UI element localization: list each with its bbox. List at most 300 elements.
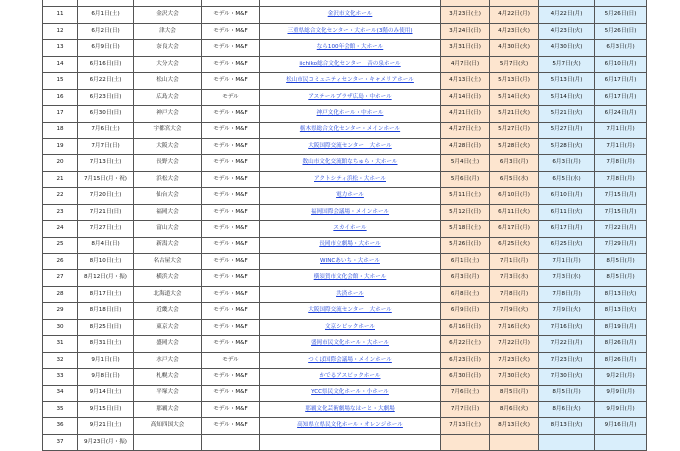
event-date-cell: 9月1日(日): [78, 352, 134, 368]
table-row: [43, 254, 647, 270]
deadline-3-cell: 7月30日(火): [539, 369, 595, 385]
deadline-4-cell: 9月9日(月): [595, 385, 647, 401]
deadline-1-cell: 3月24日(日): [441, 23, 490, 39]
table-row: [43, 171, 647, 187]
deadline-2-cell: 7月8日(月): [490, 286, 539, 302]
hall-name-cell: [260, 221, 441, 237]
table-row: [43, 0, 647, 7]
deadline-1-cell: 4月27日(土): [441, 122, 490, 138]
event-venue-cell: 名古屋大会: [134, 254, 202, 270]
table-row: [43, 237, 647, 253]
event-venue-cell: [134, 0, 202, 7]
table-row: [43, 23, 647, 39]
hall-link[interactable]: 文京シビックホール: [324, 323, 375, 330]
deadline-2-cell: 4月23日(火): [490, 23, 539, 39]
hall-name-cell: [260, 171, 441, 187]
deadline-1-cell: 5月26日(日): [441, 237, 490, 253]
table-row: [43, 73, 647, 89]
event-date-cell: 8月25日(日): [78, 319, 134, 335]
hall-name-cell: [260, 73, 441, 89]
row-number-cell: 25: [43, 237, 78, 253]
hall-name-cell: [260, 122, 441, 138]
hall-name-cell: [260, 56, 441, 72]
event-venue-cell: [134, 434, 202, 450]
event-category-cell: モデル・M&F: [202, 270, 260, 286]
hall-link[interactable]: 電力ホール: [336, 192, 364, 199]
hall-link[interactable]: YCC県民文化ホール・小ホール: [311, 389, 389, 396]
hall-link[interactable]: 共済ホール: [336, 290, 364, 297]
deadline-3-cell: 6月11日(火): [539, 204, 595, 220]
deadline-1-cell: 6月1日(土): [441, 254, 490, 270]
event-date-cell: 8月12日(月・振): [78, 270, 134, 286]
deadline-1-cell: 5月11日(土): [441, 188, 490, 204]
event-date-cell: 6月2日(日): [78, 23, 134, 39]
event-venue-cell: 津大会: [134, 23, 202, 39]
deadline-3-cell: 4月23日(火): [539, 23, 595, 39]
deadline-3-cell: 5月13日(月): [539, 73, 595, 89]
event-venue-cell: 奈良大会: [134, 40, 202, 56]
row-number-cell: 34: [43, 385, 78, 401]
event-venue-cell: 神戸大会: [134, 106, 202, 122]
row-number-cell: 21: [43, 171, 78, 187]
deadline-2-cell: 5月13日(月): [490, 73, 539, 89]
row-number-cell: 23: [43, 204, 78, 220]
row-number-cell: 33: [43, 369, 78, 385]
row-number-cell: 24: [43, 221, 78, 237]
event-date-cell: 8月4日(日): [78, 237, 134, 253]
deadline-2-cell: 5月21日(火): [490, 106, 539, 122]
table-row: [43, 221, 647, 237]
table-row: [43, 319, 647, 335]
event-category-cell: モデル・M&F: [202, 401, 260, 417]
hall-link[interactable]: アステールプラザ広島・中ホール: [308, 93, 392, 100]
deadline-4-cell: 7月8日(月): [595, 171, 647, 187]
deadline-2-cell: 4月22日(月): [490, 7, 539, 23]
deadline-2-cell: 5月28日(火): [490, 138, 539, 154]
event-category-cell: [202, 0, 260, 7]
deadline-2-cell: 4月30日(火): [490, 40, 539, 56]
deadline-1-cell: 6月8日(土): [441, 286, 490, 302]
event-category-cell: モデル・M&F: [202, 73, 260, 89]
row-number-cell: 19: [43, 138, 78, 154]
event-venue-cell: 長野大会: [134, 155, 202, 171]
deadline-2-cell: 7月23日(火): [490, 352, 539, 368]
event-category-cell: モデル・M&F: [202, 237, 260, 253]
deadline-1-cell: 6月30日(日): [441, 369, 490, 385]
table-row: [43, 89, 647, 105]
deadline-2-cell: 5月7日(火): [490, 56, 539, 72]
deadline-4-cell: 8月19日(月): [595, 319, 647, 335]
event-category-cell: モデル・M&F: [202, 106, 260, 122]
row-number-cell: 28: [43, 286, 78, 302]
deadline-4-cell: 6月24日(月): [595, 106, 647, 122]
event-date-cell: 7月15日(月・祝): [78, 171, 134, 187]
deadline-3-cell: 8月5日(月): [539, 385, 595, 401]
deadline-2-cell: 8月13日(火): [490, 418, 539, 434]
hall-link[interactable]: 長岡市立劇場・大ホール: [319, 241, 381, 248]
deadline-1-cell: [441, 0, 490, 7]
hall-link[interactable]: アクトシティ浜松・大ホール: [314, 175, 386, 182]
hall-link[interactable]: 横須賀市文化会館・大ホール: [313, 274, 387, 281]
event-date-cell: 6月1日(土): [78, 7, 134, 23]
table-row: [43, 7, 647, 23]
event-category-cell: モデル・M&F: [202, 303, 260, 319]
hall-link[interactable]: 大阪国際交流センター 大ホール: [308, 307, 392, 314]
event-venue-cell: 北海道大会: [134, 286, 202, 302]
event-venue-cell: 福岡大会: [134, 204, 202, 220]
deadline-4-cell: 7月15日(月): [595, 204, 647, 220]
event-category-cell: モデル・M&F: [202, 188, 260, 204]
event-venue-cell: 金沢大会: [134, 7, 202, 23]
hall-link[interactable]: 那覇文化芸術劇場なはーと・大劇場: [305, 405, 395, 412]
deadline-1-cell: 3月31日(日): [441, 40, 490, 56]
hall-link[interactable]: 高知県立県民文化ホール・オレンジホール: [297, 422, 403, 429]
event-category-cell: モデル・M&F: [202, 204, 260, 220]
deadline-4-cell: 7月8日(月): [595, 155, 647, 171]
deadline-4-cell: 5月26日(日): [595, 7, 647, 23]
event-category-cell: モデル・M&F: [202, 56, 260, 72]
event-category-cell: モデル・M&F: [202, 171, 260, 187]
hall-link[interactable]: なら100年会館・大ホール: [316, 44, 384, 51]
event-date-cell: 6月9日(日): [78, 40, 134, 56]
deadline-4-cell: 6月17日(月): [595, 73, 647, 89]
deadline-2-cell: 7月16日(火): [490, 319, 539, 335]
table-row: [43, 270, 647, 286]
event-venue-cell: 平塚大会: [134, 385, 202, 401]
event-date-cell: 9月8日(日): [78, 369, 134, 385]
deadline-4-cell: 8月5日(月): [595, 270, 647, 286]
event-category-cell: モデル・M&F: [202, 319, 260, 335]
event-date-cell: [78, 0, 134, 7]
deadline-1-cell: 5月4日(土): [441, 155, 490, 171]
table-row: [43, 188, 647, 204]
deadline-3-cell: 7月22日(月): [539, 336, 595, 352]
row-number-cell: 20: [43, 155, 78, 171]
event-date-cell: 8月31日(土): [78, 336, 134, 352]
deadline-4-cell: 7月15日(月): [595, 188, 647, 204]
table-row: [43, 56, 647, 72]
hall-name-cell: [260, 106, 441, 122]
table-row: [43, 155, 647, 171]
deadline-2-cell: 7月3日(水): [490, 270, 539, 286]
deadline-1-cell: 6月23日(日): [441, 352, 490, 368]
deadline-1-cell: 4月21日(日): [441, 106, 490, 122]
hall-link[interactable]: WINCあいち・大ホール: [320, 257, 380, 264]
hall-link[interactable]: iichiko総合文化センター 音の泉ホール: [299, 60, 401, 67]
deadline-1-cell: 4月7日(日): [441, 56, 490, 72]
table-row: [43, 286, 647, 302]
deadline-4-cell: 6月3日(月): [595, 40, 647, 56]
event-category-cell: モデル・M&F: [202, 23, 260, 39]
deadline-3-cell: 5月7日(火): [539, 56, 595, 72]
event-category-cell: モデル・M&F: [202, 286, 260, 302]
event-category-cell: [202, 434, 260, 450]
deadline-3-cell: 6月25日(火): [539, 237, 595, 253]
hall-name-cell: [260, 138, 441, 154]
deadline-4-cell: [595, 0, 647, 7]
row-number-cell: 29: [43, 303, 78, 319]
event-date-cell: 7月27日(土): [78, 221, 134, 237]
deadline-1-cell: 7月6日(土): [441, 385, 490, 401]
event-venue-cell: 仙台大会: [134, 188, 202, 204]
hall-link[interactable]: 福岡国際会議場・メインホール: [310, 208, 390, 215]
row-number-cell: 17: [43, 106, 78, 122]
deadline-3-cell: [539, 434, 595, 450]
deadline-1-cell: 6月9日(日): [441, 303, 490, 319]
row-number-cell: 27: [43, 270, 78, 286]
event-venue-cell: 近畿大会: [134, 303, 202, 319]
deadline-4-cell: 7月1日(月): [595, 122, 647, 138]
event-venue-cell: 大阪大会: [134, 138, 202, 154]
event-venue-cell: 新潟大会: [134, 237, 202, 253]
table-row: [43, 138, 647, 154]
deadline-1-cell: 4月14日(日): [441, 89, 490, 105]
event-category-cell: モデル・M&F: [202, 40, 260, 56]
deadline-3-cell: 7月8日(月): [539, 286, 595, 302]
event-date-cell: 9月15日(日): [78, 401, 134, 417]
deadline-2-cell: 6月25日(火): [490, 237, 539, 253]
hall-link[interactable]: つくば国際会議場・メインホール: [308, 356, 392, 363]
hall-name-cell: [260, 204, 441, 220]
hall-name-cell: [260, 23, 441, 39]
row-number-cell: 14: [43, 56, 78, 72]
hall-link[interactable]: 神戸文化ホール・中ホール: [316, 109, 384, 116]
event-category-cell: モデル・M&F: [202, 336, 260, 352]
hall-name-cell: [260, 369, 441, 385]
deadline-2-cell: [490, 0, 539, 7]
deadline-2-cell: 8月6日(火): [490, 401, 539, 417]
deadline-2-cell: 6月11日(火): [490, 204, 539, 220]
deadline-1-cell: 6月3日(月): [441, 270, 490, 286]
deadline-3-cell: 7月3日(水): [539, 270, 595, 286]
event-venue-cell: 東京大会: [134, 319, 202, 335]
deadline-2-cell: 7月1日(月): [490, 254, 539, 270]
hall-name-cell: [260, 0, 441, 7]
deadline-2-cell: 8月5日(月): [490, 385, 539, 401]
event-date-cell: 9月14日(土): [78, 385, 134, 401]
event-venue-cell: 広島大会: [134, 89, 202, 105]
deadline-1-cell: 3月23日(土): [441, 7, 490, 23]
row-number-cell: 36: [43, 418, 78, 434]
deadline-1-cell: 7月7日(日): [441, 401, 490, 417]
event-venue-cell: 那覇大会: [134, 401, 202, 417]
deadline-4-cell: [595, 434, 647, 450]
event-venue-cell: 大分大会: [134, 56, 202, 72]
schedule-table: [42, 0, 647, 451]
deadline-2-cell: 6月17日(月): [490, 221, 539, 237]
hall-name-cell: [260, 303, 441, 319]
row-number-cell: 30: [43, 319, 78, 335]
deadline-3-cell: 7月23日(火): [539, 352, 595, 368]
deadline-4-cell: 8月5日(月): [595, 254, 647, 270]
deadline-2-cell: 7月9日(火): [490, 303, 539, 319]
event-venue-cell: 宇都宮大会: [134, 122, 202, 138]
event-category-cell: モデル・M&F: [202, 254, 260, 270]
hall-name-cell: [260, 286, 441, 302]
event-category-cell: モデル・M&F: [202, 385, 260, 401]
hall-name-cell: [260, 418, 441, 434]
event-date-cell: 7月20日(土): [78, 188, 134, 204]
row-number-cell: 22: [43, 188, 78, 204]
event-venue-cell: 浜松大会: [134, 171, 202, 187]
deadline-2-cell: 7月22日(月): [490, 336, 539, 352]
deadline-4-cell: 7月29日(月): [595, 237, 647, 253]
table-row: [43, 434, 647, 450]
deadline-3-cell: 4月22日(月): [539, 7, 595, 23]
table-row: [43, 40, 647, 56]
event-date-cell: 6月30日(日): [78, 106, 134, 122]
deadline-1-cell: 7月13日(土): [441, 418, 490, 434]
deadline-2-cell: 7月30日(火): [490, 369, 539, 385]
deadline-3-cell: 7月16日(火): [539, 319, 595, 335]
hall-name-cell: [260, 270, 441, 286]
deadline-4-cell: 8月13日(火): [595, 286, 647, 302]
table-row: [43, 204, 647, 220]
hall-link[interactable]: 三重県総合文化センター・大ホール(3階のみ使用): [287, 27, 413, 34]
hall-name-cell: [260, 89, 441, 105]
event-venue-cell: 盛岡大会: [134, 336, 202, 352]
deadline-4-cell: 9月16日(月): [595, 418, 647, 434]
deadline-4-cell: 7月22日(月): [595, 221, 647, 237]
deadline-4-cell: 9月9日(月): [595, 401, 647, 417]
row-number-cell: 35: [43, 401, 78, 417]
event-venue-cell: 横浜大会: [134, 270, 202, 286]
deadline-3-cell: 8月13日(火): [539, 418, 595, 434]
event-category-cell: モデル: [202, 352, 260, 368]
table-row: [43, 122, 647, 138]
table-row: [43, 385, 647, 401]
deadline-3-cell: 8月6日(火): [539, 401, 595, 417]
deadline-3-cell: 6月5日(水): [539, 171, 595, 187]
hall-name-cell: [260, 385, 441, 401]
hall-link[interactable]: 数山市文化交流館なちゅら・大ホール: [302, 159, 398, 166]
row-number-cell: 18: [43, 122, 78, 138]
deadline-3-cell: 5月27日(月): [539, 122, 595, 138]
event-category-cell: モデル・M&F: [202, 155, 260, 171]
row-number-cell: 15: [43, 73, 78, 89]
event-date-cell: 8月18日(日): [78, 303, 134, 319]
deadline-4-cell: 6月10日(月): [595, 56, 647, 72]
table-row: [43, 401, 647, 417]
hall-link[interactable]: 金沢市文化ホール: [327, 11, 373, 18]
hall-link[interactable]: スカイホール: [333, 225, 367, 232]
deadline-1-cell: 4月28日(日): [441, 138, 490, 154]
deadline-3-cell: 4月30日(火): [539, 40, 595, 56]
event-category-cell: モデル・M&F: [202, 138, 260, 154]
event-category-cell: モデル: [202, 89, 260, 105]
hall-link[interactable]: 栃木県総合文化センター・メインホール: [299, 126, 401, 133]
deadline-3-cell: 5月14日(火): [539, 89, 595, 105]
event-date-cell: 6月16日(日): [78, 56, 134, 72]
row-number-cell: [43, 0, 78, 7]
deadline-4-cell: 6月17日(月): [595, 89, 647, 105]
hall-name-cell: [260, 434, 441, 450]
deadline-3-cell: 5月28日(火): [539, 138, 595, 154]
table-row: [43, 418, 647, 434]
event-venue-cell: 松山大会: [134, 73, 202, 89]
table-row: [43, 352, 647, 368]
hall-name-cell: [260, 188, 441, 204]
deadline-2-cell: [490, 434, 539, 450]
deadline-3-cell: 6月10日(月): [539, 188, 595, 204]
table-row: [43, 303, 647, 319]
event-venue-cell: 富山大会: [134, 221, 202, 237]
row-number-cell: 11: [43, 7, 78, 23]
deadline-3-cell: 6月17日(月): [539, 221, 595, 237]
deadline-3-cell: 7月1日(月): [539, 254, 595, 270]
table-row: [43, 369, 647, 385]
hall-name-cell: [260, 352, 441, 368]
deadline-2-cell: 5月27日(月): [490, 122, 539, 138]
event-date-cell: 8月17日(土): [78, 286, 134, 302]
hall-name-cell: [260, 254, 441, 270]
event-category-cell: モデル・M&F: [202, 7, 260, 23]
event-venue-cell: 高知四国大会: [134, 418, 202, 434]
row-number-cell: 37: [43, 434, 78, 450]
hall-name-cell: [260, 401, 441, 417]
row-number-cell: 31: [43, 336, 78, 352]
deadline-1-cell: 5月12日(日): [441, 204, 490, 220]
event-date-cell: 7月6日(土): [78, 122, 134, 138]
hall-name-cell: [260, 40, 441, 56]
hall-link[interactable]: 松山市民コミュニティセンター・キャメリアホール: [286, 77, 414, 84]
hall-link[interactable]: 大阪国際交流センター 大ホール: [308, 142, 392, 149]
event-date-cell: 9月23日(月・振): [78, 434, 134, 450]
table-row: [43, 106, 647, 122]
deadline-4-cell: 8月26日(月): [595, 352, 647, 368]
row-number-cell: 26: [43, 254, 78, 270]
row-number-cell: 13: [43, 40, 78, 56]
row-number-cell: 16: [43, 89, 78, 105]
deadline-3-cell: 7月9日(火): [539, 303, 595, 319]
event-date-cell: 6月22日(土): [78, 73, 134, 89]
deadline-2-cell: 5月14日(火): [490, 89, 539, 105]
deadline-4-cell: 5月26日(日): [595, 23, 647, 39]
hall-name-cell: [260, 319, 441, 335]
hall-link[interactable]: 盛岡市民文化ホール・大ホール: [310, 340, 390, 347]
hall-name-cell: [260, 155, 441, 171]
event-date-cell: 7月13日(土): [78, 155, 134, 171]
event-category-cell: モデル・M&F: [202, 418, 260, 434]
hall-link[interactable]: かでるアスビックホール: [319, 372, 381, 379]
deadline-3-cell: 5月21日(火): [539, 106, 595, 122]
deadline-3-cell: 6月3日(月): [539, 155, 595, 171]
event-date-cell: 8月10日(土): [78, 254, 134, 270]
event-venue-cell: 札幌大会: [134, 369, 202, 385]
table-row: [43, 336, 647, 352]
hall-name-cell: [260, 336, 441, 352]
event-date-cell: 9月21日(土): [78, 418, 134, 434]
deadline-3-cell: [539, 0, 595, 7]
deadline-1-cell: 5月6日(月): [441, 171, 490, 187]
deadline-2-cell: 6月10日(月): [490, 188, 539, 204]
deadline-1-cell: 6月16日(日): [441, 319, 490, 335]
deadline-1-cell: [441, 434, 490, 450]
deadline-1-cell: 6月22日(土): [441, 336, 490, 352]
row-number-cell: 32: [43, 352, 78, 368]
hall-name-cell: [260, 7, 441, 23]
deadline-2-cell: 6月3日(月): [490, 155, 539, 171]
deadline-1-cell: 4月13日(土): [441, 73, 490, 89]
event-date-cell: 7月21日(日): [78, 204, 134, 220]
event-category-cell: モデル・M&F: [202, 369, 260, 385]
deadline-4-cell: 8月26日(月): [595, 336, 647, 352]
deadline-4-cell: 8月13日(火): [595, 303, 647, 319]
event-category-cell: モデル・M&F: [202, 221, 260, 237]
event-venue-cell: 水戸大会: [134, 352, 202, 368]
deadline-4-cell: 9月2日(月): [595, 369, 647, 385]
event-date-cell: 6月23日(日): [78, 89, 134, 105]
